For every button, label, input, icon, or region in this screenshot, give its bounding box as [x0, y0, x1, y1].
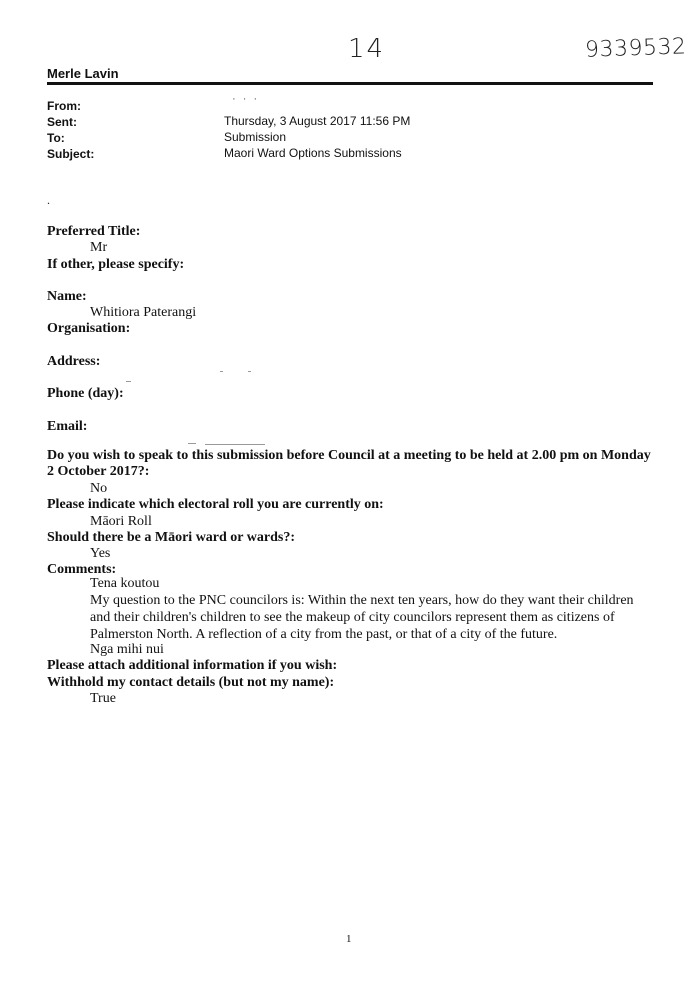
ward-question: Should there be a Māori ward or wards?: — [47, 530, 295, 545]
scan-speck — [220, 371, 223, 372]
sent-value: Thursday, 3 August 2017 11:56 PM — [224, 114, 411, 128]
preferred-title-label: Preferred Title: — [47, 224, 141, 239]
page-number: 1 — [346, 933, 352, 945]
speak-question-line2: 2 October 2017?: — [47, 464, 150, 479]
scan-speck — [248, 371, 251, 372]
name-value: Whitiora Paterangi — [90, 305, 197, 320]
scan-speck — [205, 444, 265, 445]
header-divider — [47, 82, 653, 85]
sender-name: Merle Lavin — [47, 66, 119, 81]
roll-question: Please indicate which electoral roll you are currently on: — [47, 497, 384, 512]
scan-speck — [126, 381, 131, 382]
sent-label: Sent: — [47, 115, 77, 129]
if-other-label: If other, please specify: — [47, 257, 185, 272]
stray-dot: . — [47, 193, 50, 207]
name-label: Name: — [47, 289, 87, 304]
withhold-value: True — [90, 691, 116, 706]
redacted-from-value: · · · — [232, 93, 260, 105]
organisation-label: Organisation: — [47, 321, 131, 336]
comments-body — [90, 592, 650, 643]
handwritten-reference-number: 9339532 — [584, 34, 687, 63]
comments-greeting: Tena koutou — [90, 576, 160, 591]
speak-answer: No — [90, 481, 108, 496]
comments-label: Comments: — [47, 562, 117, 577]
email-label: Email: — [47, 419, 88, 434]
scan-speck — [188, 443, 196, 444]
subject-label: Subject: — [47, 147, 95, 161]
subject-value: Maori Ward Options Submissions — [224, 146, 402, 160]
from-label: From: — [47, 99, 81, 113]
handwritten-page-mark: 14 — [348, 34, 386, 64]
to-value: Submission — [224, 130, 287, 144]
speak-question-line1: Do you wish to speak to this submission before Council at a meeting to be held at 2.00 pm on Monday — [47, 448, 651, 463]
phone-label: Phone (day): — [47, 386, 124, 401]
preferred-title-value: Mr — [90, 240, 108, 255]
roll-answer: Māori Roll — [90, 514, 152, 529]
ward-answer: Yes — [90, 546, 111, 561]
attach-label: Please attach additional information if you wish: — [47, 658, 338, 673]
address-label: Address: — [47, 354, 101, 369]
comments-paragraph: My question to the PNC councilors is: Within the next ten years, how do they want their children and their children's children to see the makeup of city councilors represent them as citizens of Palmerston North. A reflection of a city from the past, or that of a city of the future. — [90, 593, 634, 642]
withhold-label: Withhold my contact details (but not my name): — [47, 675, 335, 690]
comments-signoff: Nga mihi nui — [90, 642, 164, 657]
to-label: To: — [47, 131, 65, 145]
